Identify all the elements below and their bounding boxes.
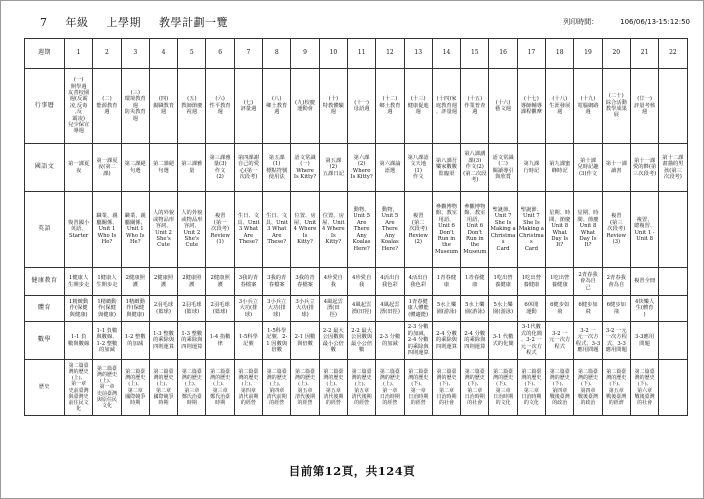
plan-cell: 3-2 一元 一次方程 式、3-3 應用問題: [602, 322, 630, 360]
plan-cell: 1吃出營 養健康: [546, 268, 574, 296]
plan-cell: 第二篇臺 灣的歷史 (上)、 第二章 國際競爭 時期: [149, 360, 177, 416]
plan-cell: 複習 (第二 次段考) Review (2): [404, 192, 432, 268]
plan-cell: 位置、房 屋、Unit 4 Where Is Kitty?: [319, 192, 347, 268]
plan-cell: 2健康照 護: [121, 268, 149, 296]
print-time-value: 106/06/13-15:12:50: [620, 18, 690, 26]
plan-cell: 聖誕節、 Unit 7 She Is Making a Christmas Card: [517, 192, 545, 268]
plan-cell: 複習 (第一 次段考) Review (1): [206, 192, 234, 268]
plan-cell: 6健步如 飛: [546, 296, 574, 322]
plan-cell: 1-1 負數 與數線、 1-2 整數 的加減: [93, 322, 121, 360]
plan-cell: 4珍愛自 我: [347, 268, 375, 296]
plan-cell: 5水上樂 園(游泳): [432, 296, 460, 322]
plan-cell: 第二篇臺 灣的歷史 (上)、 第四章 清代前期 的經營: [263, 360, 291, 416]
subject-label: 數學: [25, 322, 65, 360]
grade-number: 7: [40, 16, 48, 29]
plan-cell: 2健康照 護: [178, 268, 206, 296]
week-number: 7: [234, 39, 262, 69]
plan-cell: 星期、時 間、節慶 Unit 8 What Day Is It?: [574, 192, 602, 268]
plan-cell: 2-3 分數 的加減、 2-4 分數 的乘除與 四則運算: [404, 322, 432, 360]
plan-cell: 3-3應用 問題: [630, 322, 658, 360]
subject-row: [25, 268, 688, 296]
plan-cell: 第二篇臺 灣的歷史 (上)、 第四章 清代前期 的經營: [234, 360, 262, 416]
subject-label: 國語文: [25, 144, 65, 192]
plan-cell: 1-3 整數 的乘除與 四則運算: [149, 322, 177, 360]
week-number: 17: [517, 39, 545, 69]
plan-cell: 3-1 代數 式的化簡: [489, 322, 517, 360]
plan-cell: 星期、時 間、節慶 Unit 8 What Day Is It?: [546, 192, 574, 268]
plan-cell: 複習、 總複習、 Unit 1 - Unit 8: [630, 192, 658, 268]
subject-label: 行事曆: [25, 69, 65, 144]
subject-row: [25, 296, 688, 322]
plan-cell: (十四)家 庭教育週 、評量週: [432, 69, 460, 144]
plan-cell: (十九) 電腦網路 週: [574, 69, 602, 144]
week-header-row: [25, 39, 688, 69]
plan-cell: 第五課 (1) 標點符號 使用法: [263, 144, 291, 192]
week-number: 6: [206, 39, 234, 69]
plan-cell: 第二篇臺 灣的歷史 (下)、 第五章 戰後臺灣 的經濟: [602, 360, 630, 416]
plan-cell: 4活出自 我色彩: [404, 268, 432, 296]
plan-cell: (十六) 藝文週: [489, 69, 517, 144]
plan-cell: 第三課雅 量(3) 作文 (2): [206, 144, 234, 192]
plan-cell: 第十課 兒時記趣 (3)作文: [574, 144, 602, 192]
plan-cell: 6健步如 飛: [602, 296, 630, 322]
plan-cell: 1精緻動 作(保健 與健康): [65, 296, 93, 322]
week-number: 1: [65, 39, 93, 69]
page-header: [40, 14, 242, 30]
plan-cell: [659, 69, 687, 144]
plan-cell: [659, 192, 687, 268]
plan-cell: 2羽毛球 (籃球): [178, 296, 206, 322]
subject-row: [25, 360, 688, 416]
subject-label: 健康教育: [25, 268, 65, 296]
plan-cell: 2青春我 會為自: [602, 268, 630, 296]
plan-cell: 1-1 負 數與數線: [65, 322, 93, 360]
plan-cell: 語文常識 (一) Where Is Kitty?: [291, 144, 319, 192]
plan-cell: 3我的青 春檔案: [234, 268, 262, 296]
plan-cell: (十五) 作業普查 週: [461, 69, 489, 144]
plan-cell: 第二篇臺 灣的歷史 (下)、 第三章 日治時期 的文化: [517, 360, 545, 416]
week-number: 22: [659, 39, 687, 69]
plan-cell: 1青春健 康人體能 (體適能): [404, 296, 432, 322]
plan-cell: 第八課講 課(3) 作文(2) (第二次段考): [461, 144, 489, 192]
plan-cell: 2羽毛球 (籃球): [149, 296, 177, 322]
plan-cell: (十二) 鄉土教育 週: [376, 69, 404, 144]
plan-cell: 1青春健 康: [461, 268, 489, 296]
plan-cell: 人的外貌 或物品形 容詞、 Unit 2 She's Cute: [178, 192, 206, 268]
plan-cell: (二) 能源教育 週: [93, 69, 121, 144]
plan-cell: 4活出自 我色彩: [376, 268, 404, 296]
plan-cell: 4珍愛自 我: [319, 268, 347, 296]
plan-cell: 復習國小 英語、 Starter: [65, 192, 93, 268]
plan-cell: (四) 親職教育 週: [149, 69, 177, 144]
plan-cell: 4風起雲 湧(田徑): [376, 296, 404, 322]
semester-label: 上學期: [106, 16, 141, 29]
plan-cell: (廿一) 評量考核 週: [630, 69, 658, 144]
subject-label: 歷史: [25, 360, 65, 416]
subject-row: [25, 192, 688, 268]
week-number: 21: [630, 39, 658, 69]
week-number: 8: [263, 39, 291, 69]
plan-cell: 1健康人 生開步走: [93, 268, 121, 296]
plan-cell: (十三) 健康促進 週: [404, 69, 432, 144]
plan-cell: 生日、文 具、Unit 3 What Are These?: [263, 192, 291, 268]
plan-cell: 第二篇臺 灣的歷史 (上)、 第二章 國際競爭 時期: [121, 360, 149, 416]
week-number: 3: [121, 39, 149, 69]
week-number: 19: [574, 39, 602, 69]
week-number: 2: [93, 39, 121, 69]
plan-cell: 第二篇臺 灣的歷史 (下)、 第四章 戰後臺灣 的政治: [546, 360, 574, 416]
plan-cell: 第二篇臺 灣的歷史 (上)、 第五章 清代後期 的經營: [347, 360, 375, 416]
plan-cell: [659, 268, 687, 296]
plan-cell: (七) 評量週: [234, 69, 262, 144]
plan-cell: 位置、房 屋、Unit 4 Where Is Kitty?: [291, 192, 319, 268]
plan-cell: (三) 環境教育 週 防災教育 週: [121, 69, 149, 144]
plan-cell: 第九課蜜 蜂時記: [546, 144, 574, 192]
plan-cell: 人的外貌 或物品形 容詞、 Unit 2 She's Cute: [149, 192, 177, 268]
plan-cell: 2羽毛球 (籃球): [206, 296, 234, 322]
plan-cell: 2-3 分數 的加減: [376, 322, 404, 360]
plan-cell: 第八課語 文天地 (1) 作文: [404, 144, 432, 192]
plan-cell: 2-2 最大 公因數與 最小公倍 數: [347, 322, 375, 360]
plan-cell: 第二篇臺 灣的歷史 (上)、 第三章 鄭氏治臺 時期: [178, 360, 206, 416]
plan-cell: 1-5科學 記號: [234, 322, 262, 360]
plan-cell: 3-2 一 元一次方 程式: [546, 322, 574, 360]
plan-cell: [659, 296, 687, 322]
plan-cell: (十八) 生涯發展 週: [546, 69, 574, 144]
subject-row: [25, 322, 688, 360]
plan-cell: 3小兵立 大功(排 球): [234, 296, 262, 322]
teaching-plan-table: [24, 38, 688, 416]
plan-cell: 4風起雲 湧(田 徑): [319, 296, 347, 322]
plan-cell: 2健康照 護: [206, 268, 234, 296]
plan-cell: (二十) 綜合活動 教學成果 展: [602, 69, 630, 144]
subject-label: 體育: [25, 296, 65, 322]
plan-cell: 第二篇臺 灣的歷史 (下)、 第二章 日治時期 的社會: [461, 360, 489, 416]
plan-cell: 1-4 指數 律: [206, 322, 234, 360]
plan-cell: 參觀博物 館、教室 用語、 Unit 6 Don't Run in the Museum: [432, 192, 460, 268]
plan-cell: 4快樂人 生(體育 ): [630, 296, 658, 322]
plan-cell: 第二篇臺 灣的歷史 (上)、 第五章 清代後期 的經營: [319, 360, 347, 416]
plan-cell: 第二篇臺 灣的歷史 (下)、 第四章 戰後臺灣 的政治: [574, 360, 602, 416]
week-number: 12: [376, 39, 404, 69]
page-counter: 目前第12頁，共124頁: [288, 464, 416, 478]
plan-cell: (五) 教師節慶 祝週: [178, 69, 206, 144]
week-number: 5: [178, 39, 206, 69]
plan-cell: 第二篇臺 灣的歷史 (上)、 第五章 清代後期 的經營: [291, 360, 319, 416]
plan-cell: 4風起雲 湧(田徑): [347, 296, 375, 322]
plan-cell: 1青春健 康: [432, 268, 460, 296]
plan-cell: 3我的青 春檔案: [263, 268, 291, 296]
print-time-label: 列印時間：: [563, 18, 599, 26]
week-number: 20: [602, 39, 630, 69]
plan-cell: 第二篇臺 灣的歷史 (上)、 第一章 史前臺灣 與臺灣史 前住民文 化: [65, 360, 93, 416]
plan-cell: (十七) 導師輔導 課程觀摩: [517, 69, 545, 144]
plan-cell: [659, 322, 687, 360]
plan-cell: 第二課絕 句選: [121, 144, 149, 192]
plan-cell: (一) 開學週 友善校園 週(反霸 凌,反毒 ,反 霸凌) 兒少保宣 導週: [65, 69, 93, 144]
plan-cell: 第二課絕 句選: [149, 144, 177, 192]
plan-cell: 1吃出營 養健康: [517, 268, 545, 296]
plan-cell: 第二篇臺 灣的歷史 (下)、 第三章 日治時期 的文化: [489, 360, 517, 416]
plan-cell: 職業、親 屬關係、 Unit 1 Who Is He?: [93, 192, 121, 268]
week-number: 13: [404, 39, 432, 69]
plan-cell: 動物、 Unit 5 Are There Any Koalas Here?: [376, 192, 404, 268]
subject-row: [25, 144, 688, 192]
plan-cell: 第五課 (2) 五課日記: [319, 144, 347, 192]
plan-cell: 第四課謝 自己的愛 心(第一 次段考): [234, 144, 262, 192]
plan-cell: 3我的青 春檔案: [291, 268, 319, 296]
week-number: 4: [149, 39, 177, 69]
plan-cell: 1-3 整數 的乘除與 四則運算: [178, 322, 206, 360]
plan-cell: (六) 性平教育 週: [206, 69, 234, 144]
week-number: 11: [347, 39, 375, 69]
plan-cell: (十) 特教體驗 週: [319, 69, 347, 144]
plan-cell: 第六課 (2) Where Is Kitty?: [347, 144, 375, 192]
plan-cell: 第十一課 愛的夥(第 三次段考): [630, 144, 658, 192]
plan-cell: 語文常識 (二) 閱讀導引 與欣賞: [489, 144, 517, 192]
plan-cell: 生日、文 具、Unit 3 What Are These?: [234, 192, 262, 268]
plan-cell: 3小兵立 大功(排 球): [263, 296, 291, 322]
plan-cell: 3-2 一 元一次方 程式、3-3 應用問題: [574, 322, 602, 360]
plan-cell: 複習全冊: [630, 268, 658, 296]
plan-cell: 6健步如 飛: [574, 296, 602, 322]
week-label: 週期: [25, 39, 65, 69]
plan-cell: 第二篇臺 灣的歷史 (上)、 第一章 史前臺灣 與原住民 文化: [93, 360, 121, 416]
plan-cell: 2青春我 會為自 己: [574, 268, 602, 296]
plan-cell: 第三課雅 量: [178, 144, 206, 192]
plan-cell: 2-4 分數 的乘除與 四則運算: [432, 322, 460, 360]
plan-cell: 第十一課 讀書: [602, 144, 630, 192]
plan-cell: 5水上樂 園(游泳): [489, 296, 517, 322]
plan-cell: [659, 360, 687, 416]
week-number: 15: [461, 39, 489, 69]
plan-cell: 第二篇臺 灣的歷史 (上)、 第一章 日治時期 的經營: [376, 360, 404, 416]
plan-cell: 2-2 最大 公因數與 最小公倍 數: [319, 322, 347, 360]
week-number: 14: [432, 39, 460, 69]
plan-cell: 2-1 因數 與倍數: [291, 322, 319, 360]
grade-label: 年級: [65, 16, 89, 29]
plan-cell: 2健康照 護: [149, 268, 177, 296]
plan-cell: 複習 (第三 次段考) Review (3): [602, 192, 630, 268]
plan-cell: 6休閒 運動: [517, 296, 545, 322]
plan-cell: 1吃出營 養健康: [489, 268, 517, 296]
week-number: 10: [319, 39, 347, 69]
plan-cell: 第六課論 語選: [376, 144, 404, 192]
plan-cell: 3小兵立 大功(排 球): [291, 296, 319, 322]
print-time: [563, 17, 690, 27]
subject-label: 英語: [25, 192, 65, 268]
plan-cell: 5水上樂 園(游泳): [461, 296, 489, 322]
plan-cell: 職業、親 屬關係、 Unit 1 Who Is He?: [121, 192, 149, 268]
plan-cell: 第二篇臺 灣的歷史 (上)、 第三章 鄭氏治臺 時期: [206, 360, 234, 416]
plan-cell: 第十二課 畫貓的男 孩(第三 次段考): [659, 144, 687, 192]
subject-row: [25, 69, 688, 144]
plan-cell: 動物、 Unit 5 Are There Any Koalas Here?: [347, 192, 375, 268]
plan-cell: 第二篇臺 灣的歷史 (下)、 第二章 日治時期 的社會: [432, 360, 460, 416]
page-title: 教學計劃一覽: [159, 16, 228, 29]
plan-cell: 1精緻動 作(保健 與健康): [121, 296, 149, 322]
plan-cell: 3-1代數 式的化簡 、3-2 一 元一次方 程式: [517, 322, 545, 360]
plan-cell: 第二篇臺 灣的歷史 (下)、 第六章 戰後臺灣 的社會: [630, 360, 658, 416]
plan-cell: 1精緻動 作(保健 與健康): [93, 296, 121, 322]
week-number: 9: [291, 39, 319, 69]
plan-cell: 第八課吾 樂家數數 監臨渠: [432, 144, 460, 192]
plan-cell: 1-2 整數 的加減: [121, 322, 149, 360]
week-number: 18: [546, 39, 574, 69]
plan-cell: 參觀博物 館、教室 用語、 Unit 6 Don't Run in the Museum: [461, 192, 489, 268]
plan-cell: 第二篇臺 灣的歷史 (下)、 第一章 日治時期 的經營: [404, 360, 432, 416]
plan-cell: 聖誕節、 Unit 7 She Is Making a Christmas Card: [489, 192, 517, 268]
plan-cell: 1-5科學 記號、2- 1 因數與 倍數: [263, 322, 291, 360]
week-number: 16: [489, 39, 517, 69]
plan-cell: (八) 鄉土教育 週: [263, 69, 291, 144]
plan-cell: 第九課 行時記: [517, 144, 545, 192]
plan-cell: (十一) 母語週: [347, 69, 375, 144]
plan-cell: 2-4 分數 的乘除與 四則運算: [461, 322, 489, 360]
plan-cell: 1健康人 生開步走: [65, 268, 93, 296]
plan-cell: 第一課夏 夜: [65, 144, 93, 192]
plan-cell: 第一課夏 夜(第二 課): [93, 144, 121, 192]
plan-cell: (九)校慶 運動會: [291, 69, 319, 144]
